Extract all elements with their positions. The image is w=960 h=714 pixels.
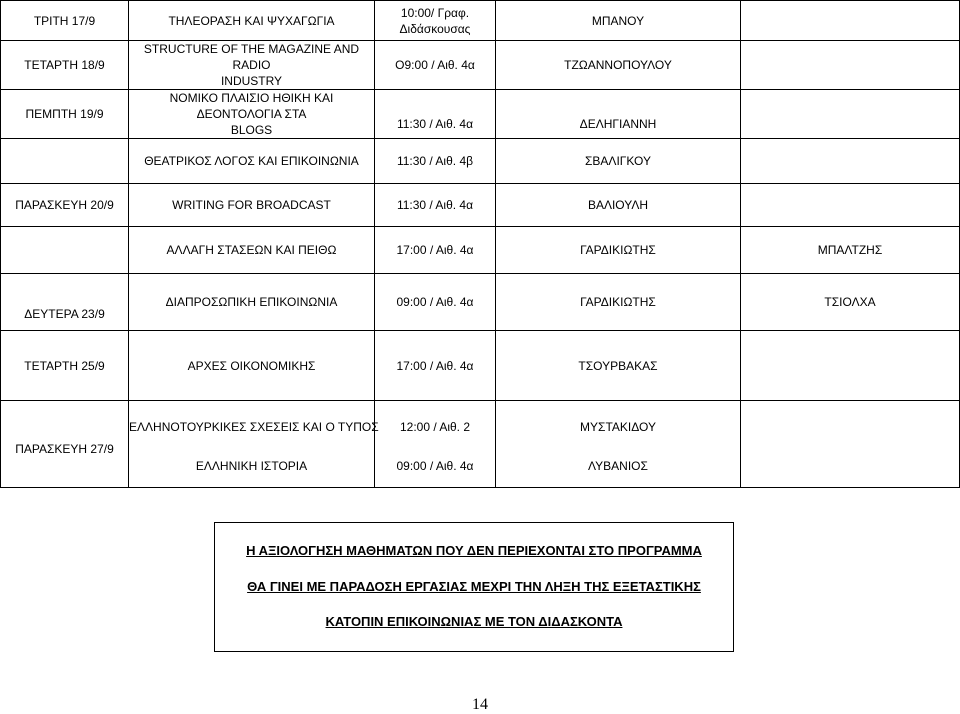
extra-cell [741,1,960,41]
table-row [1,41,960,90]
time-cell: Ο9:00 / Αιθ. 4α [375,41,496,90]
table-row [1,139,960,184]
day-cell: ΔΕΥΤΕΡΑ 23/9 [1,274,129,331]
day-cell: ΤΡΙΤΗ 17/9 [1,1,129,41]
table-row [1,184,960,227]
day-cell: ΤΕΤΑΡΤΗ 25/9 [1,331,129,401]
table-row [1,401,960,488]
time-cell [375,401,496,488]
extra-cell: ΤΣΙΟΛΧΑ [741,274,960,331]
course-cell: ΘΕΑΤΡΙΚΟΣ ΛΟΓΟΣ ΚΑΙ ΕΠΙΚΟΙΝΩΝΙΑ [129,139,375,184]
table-row [1,90,960,139]
extra-cell [741,41,960,90]
day-cell [1,139,129,184]
extra-cell [741,139,960,184]
extra-cell [741,184,960,227]
time-cell: 10:00/ Γραφ. Διδάσκουσας [375,1,496,41]
day-cell: ΠΑΡΑΣΚΕΥΗ 20/9 [1,184,129,227]
time-cell: 11:30 / Αιθ. 4α [375,90,496,139]
teacher-line-2: ΛΥΒΑΝΙΟΣ [588,459,648,473]
time-cell: 11:30 / Αιθ. 4β [375,139,496,184]
course-cell [129,401,379,488]
course-line-1: STRUCTURE OF THE MAGAZINE AND RADIO [143,42,360,72]
course-cell: ΤΗΛΕΟΡΑΣΗ ΚΑΙ ΨΥΧΑΓΩΓΙΑ [129,1,375,41]
teacher-cell [496,401,741,488]
extra-cell [741,90,960,139]
teacher-line-1: ΜΥΣΤΑΚΙΔΟΥ [580,420,656,434]
course-line-1: ΕΛΛΗΝΟΤΟΥΡΚΙΚΕΣ ΣΧΕΣΕΙΣ ΚΑΙ Ο ΤΥΠΟΣ [129,420,379,434]
table-row [1,274,960,331]
day-cell: ΠΑΡΑΣΚΕΥΗ 27/9 [1,401,129,488]
time-cell: 17:00 / Αιθ. 4α [375,331,496,401]
course-line-2: INDUSTRY [220,74,283,88]
table-row [1,1,960,41]
time-line-1: 12:00 / Αιθ. 2 [399,420,471,434]
course-line-1: ΝΟΜΙΚΟ ΠΛΑΙΣΙΟ ΗΘΙΚΗ ΚΑΙ ΔΕΟΝΤΟΛΟΓΙΑ ΣΤΑ [169,91,334,121]
notice-line-1: Η ΑΞΙΟΛΟΓΗΣΗ ΜΑΘΗΜΑΤΩΝ ΠΟΥ ΔΕΝ ΠΕΡΙΕΧΟΝΤΑΙ ΣΤΟ ΠΡΟΓΡΑΜΜΑ [246,543,702,558]
teacher-cell: ΓΑΡΔΙΚΙΩΤΗΣ [496,227,741,274]
notice-line-3: ΚΑΤΟΠΙΝ ΕΠΙΚΟΙΝΩΝΙΑΣ ΜΕ ΤΟΝ ΔΙΔΑΣΚΟΝΤΑ [325,614,623,629]
teacher-cell: ΣΒΑΛΙΓΚΟΥ [496,139,741,184]
time-cell: 17:00 / Αιθ. 4α [375,227,496,274]
table-row [1,227,960,274]
course-cell: WRITING FOR BROADCAST [129,184,375,227]
teacher-cell: ΒΑΛΙΟΥΛΗ [496,184,741,227]
teacher-cell: ΤΖΩΑΝΝΟΠΟΥΛΟΥ [496,41,741,90]
extra-cell: ΜΠΑΛΤΖΗΣ [741,227,960,274]
table-row [1,331,960,401]
notice-line-2: ΘΑ ΓΙΝΕΙ ΜΕ ΠΑΡΑΔΟΣΗ ΕΡΓΑΣΙΑΣ ΜΕΧΡΙ ΤΗΝ ΛΗΞΗ ΤΗΣ ΕΞΕΤΑΣΤΙΚΗΣ [247,579,701,594]
time-cell: 09:00 / Αιθ. 4α [375,274,496,331]
extra-cell [741,401,960,488]
course-cell: ΑΡΧΕΣ ΟΙΚΟΝΟΜΙΚΗΣ [129,331,375,401]
teacher-cell: ΓΑΡΔΙΚΙΩΤΗΣ [496,274,741,331]
extra-cell [741,331,960,401]
day-cell: ΠΕΜΠΤΗ 19/9 [1,90,129,139]
course-cell: ΑΛΛΑΓΗ ΣΤΑΣΕΩΝ ΚΑΙ ΠΕΙΘΩ [129,227,375,274]
teacher-cell: ΜΠΑΝΟΥ [496,1,741,41]
day-cell: ΤΕΤΑΡΤΗ 18/9 [1,41,129,90]
time-cell: 11:30 / Αιθ. 4α [375,184,496,227]
teacher-cell: ΤΣΟΥΡΒΑΚΑΣ [496,331,741,401]
time-line-2: 09:00 / Αιθ. 4α [396,459,474,473]
notice-box [214,522,734,652]
teacher-cell: ΔΕΛΗΓΙΑΝΝΗ [496,90,741,139]
course-line-2: BLOGS [230,123,273,137]
course-cell [129,90,375,139]
course-line-2: ΕΛΛΗΝΙΚΗ ΙΣΤΟΡΙΑ [195,459,308,473]
course-cell [129,41,375,90]
course-cell: ΔΙΑΠΡΟΣΩΠΙΚΗ ΕΠΙΚΟΙΝΩΝΙΑ [129,274,375,331]
page-number: 14 [472,696,488,713]
day-cell [1,227,129,274]
